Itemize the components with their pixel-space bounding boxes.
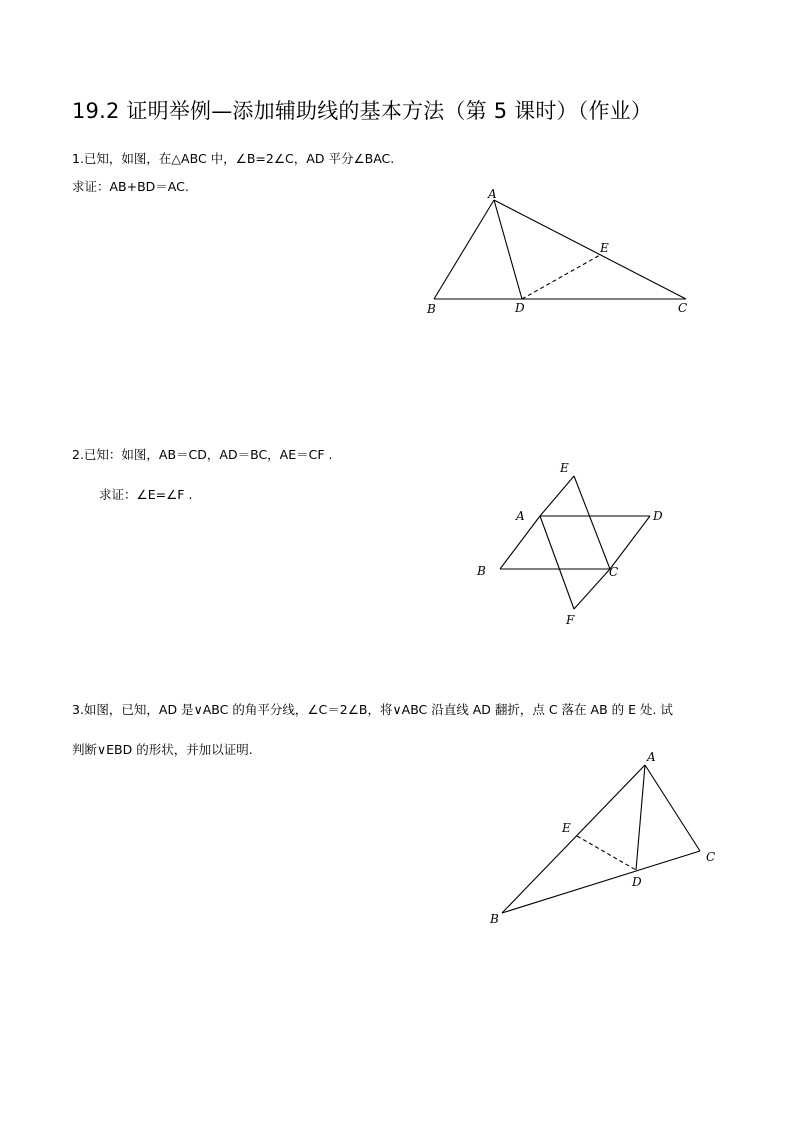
label-d: D [632, 875, 642, 889]
problem-2-given: 2.已知：如图，AB＝CD，AD＝BC，AE＝CF . [72, 447, 333, 462]
segment-ad [636, 765, 645, 870]
worksheet-title: 19.2 证明举例—添加辅助线的基本方法（第 5 课时）（作业） [72, 99, 653, 123]
label-e: E [560, 461, 569, 475]
segment-ac [645, 765, 700, 851]
problem-1-prove: 求证：AB+BD＝AC. [72, 179, 189, 194]
label-a: A [488, 187, 497, 201]
label-d: D [653, 509, 663, 523]
label-e: E [562, 821, 571, 835]
label-a: A [647, 750, 656, 764]
label-a: A [516, 509, 525, 523]
label-b: B [477, 564, 486, 578]
label-c: C [678, 301, 688, 315]
label-f: F [566, 613, 575, 627]
label-b: B [427, 302, 436, 316]
label-d: D [515, 301, 525, 315]
segment-ed-dashed [577, 836, 636, 870]
label-e: E [600, 241, 609, 255]
label-c: C [706, 850, 716, 864]
problem-3-question: 判断∨EBD 的形状，并加以证明. [72, 742, 253, 757]
problem-3-statement: 3.如图，已知，AD 是∨ABC 的角平分线，∠C＝2∠B，将∨ABC 沿直线 AD 翻折，点 C 落在 AB 的 E 处. 试 [72, 702, 673, 717]
problem-2-prove: 求证：∠E=∠F . [99, 487, 193, 502]
label-b: B [490, 912, 499, 926]
problem-1-given: 1.已知，如图，在△ABC 中，∠B=2∠C，AD 平分∠BAC. [72, 151, 395, 166]
label-c: C [609, 565, 619, 579]
